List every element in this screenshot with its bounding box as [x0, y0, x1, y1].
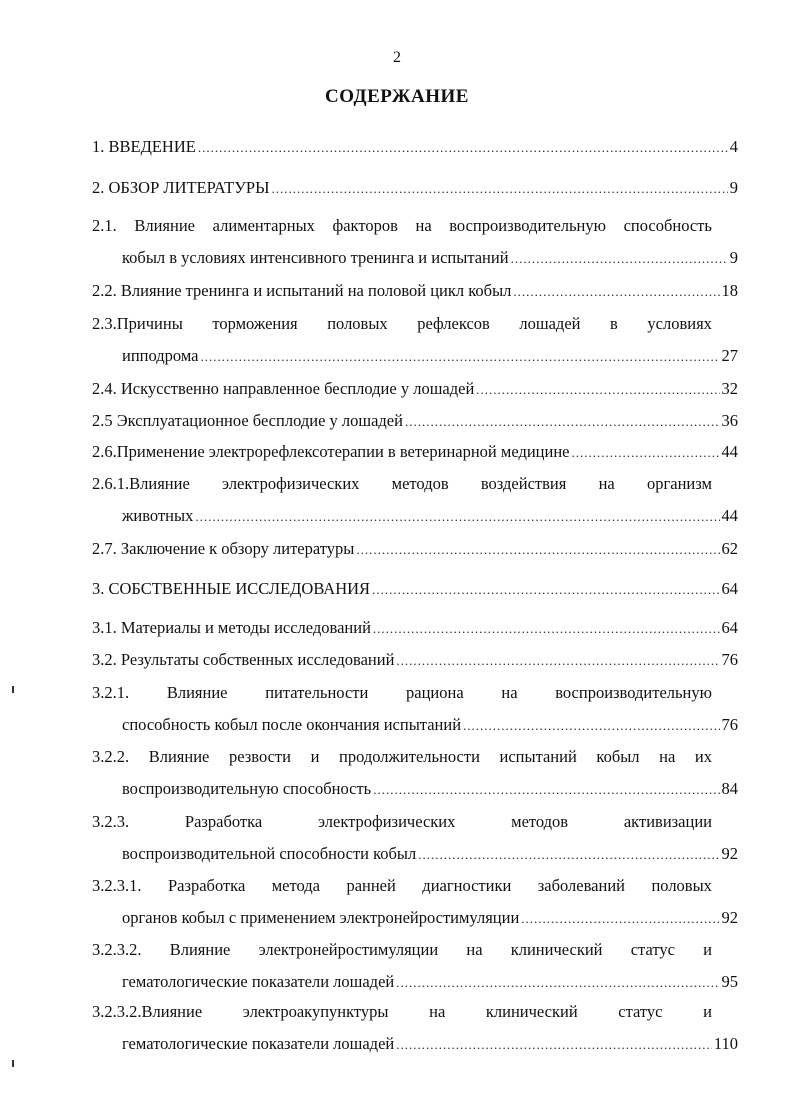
toc-entry-title: 2. ОБЗОР ЛИТЕРАТУРЫ	[92, 178, 270, 197]
toc-entry-word: воспроизводительную	[449, 216, 606, 235]
toc-page-number: 84	[721, 779, 738, 798]
toc-page-number: 44	[721, 442, 738, 461]
toc-entry[interactable]	[122, 907, 738, 929]
toc-entry-line1[interactable]	[92, 1001, 712, 1023]
toc-entry[interactable]	[122, 505, 738, 527]
toc-entry[interactable]	[92, 410, 738, 432]
toc-entry[interactable]	[92, 441, 738, 463]
toc-entry-word: 3.2.3.	[92, 812, 130, 831]
toc-entry[interactable]	[122, 843, 738, 865]
dot-leader	[511, 248, 728, 270]
toc-entry[interactable]	[92, 136, 738, 158]
toc-page-number: 62	[721, 539, 738, 558]
dot-leader	[195, 506, 719, 528]
toc-entry-word: на	[598, 474, 615, 493]
toc-entry[interactable]	[92, 378, 738, 400]
toc-entry-title: гематологические показатели лошадей	[122, 972, 395, 991]
toc-entry-line1[interactable]	[92, 215, 712, 237]
toc-entry-title: 1. ВВЕДЕНИЕ	[92, 137, 196, 156]
toc-entry-word: Разработка	[167, 876, 246, 895]
toc-entry-line1[interactable]	[92, 473, 712, 495]
toc-entry-word: организм	[646, 474, 712, 493]
toc-entry-word: на	[466, 940, 483, 959]
toc-entry-word: Влияние	[134, 216, 196, 235]
toc-entry-word: воздействия	[480, 474, 567, 493]
toc-entry-word: лошадей	[519, 314, 581, 333]
toc-entry-title: 2.2. Влияние тренинга и испытаний на половой цикл кобыл	[92, 281, 512, 300]
toc-entry-word: продолжительности	[339, 747, 480, 766]
dot-leader	[198, 137, 728, 159]
toc-entry[interactable]	[122, 1033, 738, 1055]
toc-entry-word: питательности	[265, 683, 369, 702]
toc-entry-title: животных	[122, 506, 194, 525]
dot-leader	[356, 539, 719, 561]
toc-entry-word: 3.2.3.2.	[92, 940, 142, 959]
toc-page-number: 76	[721, 715, 738, 734]
toc-entry-title: 3. СОБСТВЕННЫЕ ИССЛЕДОВАНИЯ	[92, 579, 371, 598]
toc-entry[interactable]	[122, 778, 738, 800]
toc-entry-word: 2.1.	[92, 216, 117, 235]
toc-entry-word: факторов	[332, 216, 398, 235]
dot-leader	[373, 779, 719, 801]
toc-entry-word: электрофизических	[222, 474, 360, 493]
toc-entry-word: и	[703, 1002, 712, 1021]
toc-entry-word: 3.2.3.2.Влияние	[92, 1002, 203, 1021]
toc-entry-word: 3.2.1.	[92, 683, 130, 702]
toc-entry-title: 2.6.Применение электрорефлексотерапии в ветеринарной медицине	[92, 442, 570, 461]
toc-entry-word: половых	[327, 314, 388, 333]
toc-page-number: 95	[721, 972, 738, 991]
toc-entry-word: статус	[630, 940, 675, 959]
dot-leader	[396, 972, 719, 994]
toc-entry-word: испытаний	[499, 747, 577, 766]
toc-entry-word: 2.6.1.Влияние	[92, 474, 190, 493]
toc-entry-word: Влияние	[148, 747, 210, 766]
toc-entry-word: воспроизводительную	[555, 683, 712, 702]
dot-leader	[272, 178, 728, 200]
toc-entry[interactable]	[92, 617, 738, 639]
toc-page-number: 110	[713, 1034, 738, 1053]
toc-page-number: 27	[721, 346, 738, 365]
toc-page-number: 4	[729, 137, 738, 156]
toc-page-number: 92	[721, 908, 738, 927]
toc-page-number: 64	[721, 579, 738, 598]
toc-entry-word: рациона	[406, 683, 464, 702]
toc-entry[interactable]	[92, 280, 738, 302]
toc-entry-word: торможения	[212, 314, 298, 333]
toc-entry-word: и	[703, 940, 712, 959]
toc-entry-word: способность	[623, 216, 712, 235]
toc-page-number: 9	[729, 248, 738, 267]
toc-entry-word: электрофизических	[317, 812, 456, 831]
toc-entry-word: клинический	[485, 1002, 578, 1021]
toc-entry-word: в	[610, 314, 618, 333]
toc-entry-word: метода	[271, 876, 320, 895]
toc-entry-line1[interactable]	[92, 811, 712, 833]
dot-leader	[513, 281, 719, 303]
toc-entry-word: условиях	[647, 314, 712, 333]
toc-entry-title: воспроизводительную способность	[122, 779, 372, 798]
toc-entry-title: 3.1. Материалы и методы исследований	[92, 618, 371, 637]
toc-entry-word: их	[694, 747, 712, 766]
toc-entry-title: гематологические показатели лошадей	[122, 1034, 395, 1053]
page-title: СОДЕРЖАНИЕ	[325, 86, 469, 107]
toc-page-number: 9	[729, 178, 738, 197]
toc-page-number: 32	[721, 379, 738, 398]
dot-leader	[372, 579, 719, 601]
toc-entry-word: 3.2.3.1.	[92, 876, 142, 895]
toc-entry-word: диагностики	[422, 876, 512, 895]
dot-leader	[476, 379, 719, 401]
dot-leader	[396, 1034, 712, 1056]
toc-entry-word: заболеваний	[537, 876, 625, 895]
toc-entry-title: 2.5 Эксплуатационное бесплодие у лошадей	[92, 411, 403, 430]
dot-leader	[405, 411, 720, 433]
dot-leader	[463, 715, 719, 737]
toc-entry-word: Влияние	[169, 940, 231, 959]
dot-leader	[521, 908, 719, 930]
toc-page-number: 44	[721, 506, 738, 525]
page-number: 2	[393, 49, 401, 66]
toc-entry-line1[interactable]	[92, 875, 712, 897]
toc-entry-word: клинический	[510, 940, 603, 959]
toc-entry-word: на	[659, 747, 676, 766]
toc-entry-title: 3.2. Результаты собственных исследований	[92, 650, 395, 669]
toc-entry-word: резвости	[228, 747, 291, 766]
toc-entry[interactable]	[92, 649, 738, 671]
toc-page-number: 64	[721, 618, 738, 637]
toc-entry-word: статус	[618, 1002, 663, 1021]
toc-entry-title: способность кобыл после окончания испытаний	[122, 715, 462, 734]
toc-entry[interactable]	[122, 971, 738, 993]
toc-entry-word: Влияние	[166, 683, 228, 702]
toc-entry-word: электроакупунктуры	[242, 1002, 389, 1021]
dot-leader	[571, 442, 719, 464]
toc-entry-word: кобыл	[596, 747, 640, 766]
toc-page-number: 76	[721, 650, 738, 669]
toc-entry-word: методов	[391, 474, 449, 493]
toc-entry-word: половых	[651, 876, 712, 895]
toc-entry-word: электронейростимуляции	[258, 940, 439, 959]
toc-entry-title: органов кобыл с применением электронейростимуляции	[122, 908, 520, 927]
toc-page-number: 36	[721, 411, 738, 430]
dot-leader	[418, 844, 719, 866]
toc-entry-title: 2.4. Искусственно направленное бесплодие у лошадей	[92, 379, 475, 398]
toc-entry-line1[interactable]	[92, 939, 712, 961]
toc-entry-word: и	[310, 747, 320, 766]
dot-leader	[373, 618, 720, 640]
toc-entry[interactable]	[92, 538, 738, 560]
toc-entry-line1[interactable]	[92, 313, 712, 335]
toc-page-number: 18	[721, 281, 738, 300]
toc-entry[interactable]	[122, 247, 738, 269]
toc-entry-line1[interactable]	[92, 746, 712, 768]
toc-entry-title: кобыл в условиях интенсивного тренинга и испытаний	[122, 248, 509, 267]
toc-entry-word: алиментарных	[212, 216, 315, 235]
toc-entry[interactable]	[122, 345, 738, 367]
toc-entry-word: на	[429, 1002, 446, 1021]
toc-entry-word: активизации	[623, 812, 712, 831]
toc-entry-word: 2.3.Причины	[92, 314, 183, 333]
toc-entry-word: рефлексов	[417, 314, 490, 333]
toc-page-number: 92	[721, 844, 738, 863]
toc-entry-line1[interactable]	[92, 682, 712, 704]
toc-entry-word: методов	[511, 812, 569, 831]
toc-entry-word: 3.2.2.	[92, 747, 130, 766]
toc-entry-word: на	[501, 683, 518, 702]
toc-entry[interactable]	[92, 578, 738, 600]
margin-mark	[12, 686, 14, 693]
toc-entry-title: воспроизводительной способности кобыл	[122, 844, 417, 863]
dot-leader	[396, 650, 719, 672]
toc-entry[interactable]	[122, 714, 738, 736]
toc-entry-word: ранней	[346, 876, 396, 895]
toc-entry-word: Разработка	[184, 812, 263, 831]
toc-entry[interactable]	[92, 177, 738, 199]
toc-entry-title: 2.7. Заключение к обзору литературы	[92, 539, 355, 558]
toc-entry-word: на	[415, 216, 432, 235]
dot-leader	[201, 346, 720, 368]
toc-entry-title: ипподрома	[122, 346, 199, 365]
margin-mark	[12, 1060, 14, 1067]
